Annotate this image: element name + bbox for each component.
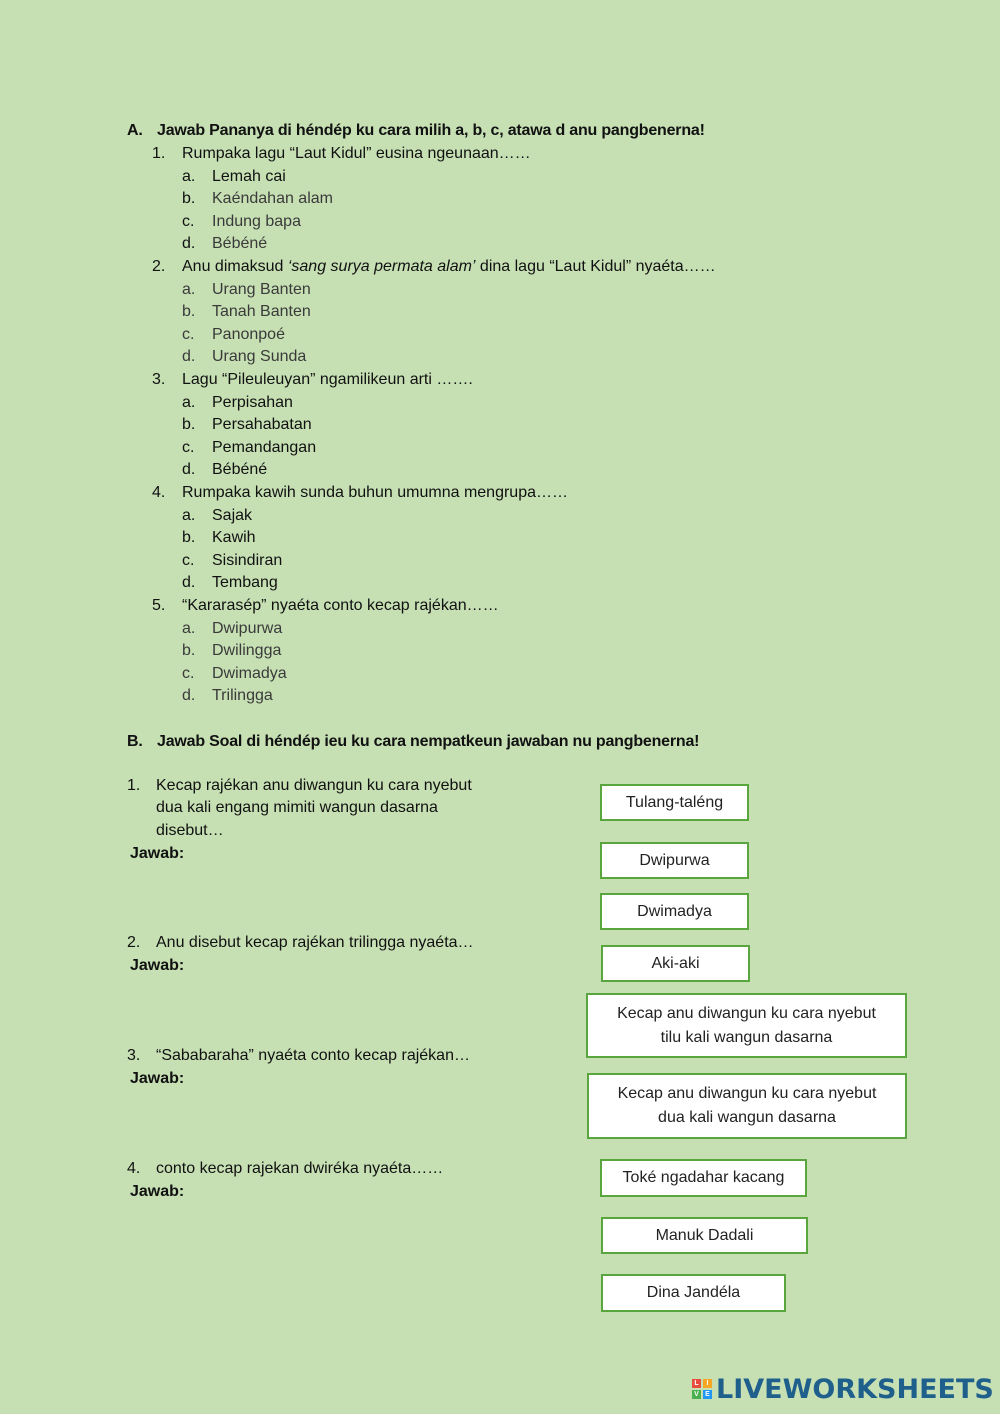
- question-number: 1.: [152, 145, 166, 162]
- question-number: 2.: [127, 934, 141, 951]
- option-letter: c.: [182, 439, 195, 456]
- question-text-line: dua kali engang mimiti wangun dasarna: [156, 799, 438, 816]
- option-text[interactable]: Kaéndahan alam: [212, 190, 333, 207]
- answer-drop-zone[interactable]: [200, 952, 520, 1012]
- answer-card[interactable]: Manuk Dadali: [601, 1217, 808, 1254]
- question-text: Rumpaka lagu “Laut Kidul” eusina ngeunaan……: [182, 145, 531, 162]
- option-text[interactable]: Tanah Banten: [212, 303, 311, 320]
- question-number: 4.: [152, 484, 166, 501]
- option-letter: b.: [182, 416, 196, 433]
- question-text: Anu dimaksud ‘sang surya permata alam’ dina lagu “Laut Kidul” nyaéta……: [182, 258, 716, 275]
- option-letter: a.: [182, 620, 196, 637]
- option-letter: d.: [182, 574, 196, 591]
- option-text[interactable]: Urang Sunda: [212, 348, 307, 365]
- question-text: Rumpaka kawih sunda buhun umumna mengrupa……: [182, 484, 568, 501]
- question-number: 2.: [152, 258, 166, 275]
- logo-cube: I: [703, 1379, 712, 1388]
- answer-card[interactable]: Aki-aki: [601, 945, 750, 982]
- question-text: “Sababaraha” nyaéta conto kecap rajékan…: [156, 1047, 470, 1064]
- option-text[interactable]: Sajak: [212, 507, 253, 524]
- option-letter: d.: [182, 235, 196, 252]
- option-text[interactable]: Dwimadya: [212, 665, 287, 682]
- option-letter: b.: [182, 642, 196, 659]
- question-text: “Kararasép” nyaéta conto kecap rajékan……: [182, 597, 499, 614]
- answer-card[interactable]: Dwipurwa: [600, 842, 749, 879]
- option-letter: a.: [182, 507, 196, 524]
- option-text[interactable]: Sisindiran: [212, 552, 283, 569]
- option-letter: a.: [182, 281, 196, 298]
- option-letter: c.: [182, 213, 195, 230]
- option-text[interactable]: Pemandangan: [212, 439, 317, 456]
- option-letter: a.: [182, 394, 196, 411]
- jawab-label: Jawab:: [130, 957, 185, 974]
- option-letter: d.: [182, 461, 196, 478]
- option-text[interactable]: Urang Banten: [212, 281, 311, 298]
- option-letter: b.: [182, 303, 196, 320]
- jawab-label: Jawab:: [130, 1183, 185, 1200]
- option-text[interactable]: Tembang: [212, 574, 278, 591]
- answer-card[interactable]: Dina Jandéla: [601, 1274, 786, 1312]
- question-number: 3.: [127, 1047, 141, 1064]
- answer-drop-zone[interactable]: [200, 1065, 520, 1125]
- option-text[interactable]: Lemah cai: [212, 168, 286, 185]
- option-text[interactable]: Persahabatan: [212, 416, 312, 433]
- answer-card[interactable]: Kecap anu diwangun ku cara nyebut tilu kali wangun dasarna: [586, 993, 907, 1058]
- option-letter: b.: [182, 190, 196, 207]
- logo-cube: V: [692, 1390, 701, 1399]
- option-letter: a.: [182, 168, 196, 185]
- section-a-marker: A.: [127, 122, 143, 139]
- question-text-line: Kecap rajékan anu diwangun ku cara nyebut: [156, 777, 472, 794]
- logo-cube: E: [703, 1390, 712, 1399]
- option-text[interactable]: Dwilingga: [212, 642, 282, 659]
- answer-card[interactable]: Dwimadya: [600, 893, 749, 930]
- section-b-title: Jawab Soal di héndép ieu ku cara nempatkeun jawaban nu pangbenerna!: [157, 733, 700, 750]
- option-text[interactable]: Dwipurwa: [212, 620, 283, 637]
- answer-drop-zone[interactable]: [200, 840, 520, 900]
- question-number: 3.: [152, 371, 166, 388]
- question-number: 4.: [127, 1160, 141, 1177]
- liveworksheets-logo[interactable]: [692, 1374, 994, 1404]
- question-text-line: disebut…: [156, 822, 224, 839]
- option-text[interactable]: Perpisahan: [212, 394, 293, 411]
- option-text[interactable]: Kawih: [212, 529, 256, 546]
- question-text: Anu disebut kecap rajékan trilingga nyaéta…: [156, 934, 474, 951]
- answer-drop-zone[interactable]: [200, 1178, 520, 1238]
- option-letter: c.: [182, 665, 195, 682]
- logo-cubes-icon: [692, 1379, 712, 1399]
- section-a-title: Jawab Pananya di héndép ku cara milih a, b, c, atawa d anu pangbenerna!: [157, 122, 705, 139]
- jawab-label: Jawab:: [130, 845, 185, 862]
- option-text[interactable]: Indung bapa: [212, 213, 301, 230]
- option-text[interactable]: Bébéné: [212, 461, 268, 478]
- option-text[interactable]: Bébéné: [212, 235, 268, 252]
- answer-card[interactable]: Tulang-taléng: [600, 784, 749, 821]
- option-letter: c.: [182, 552, 195, 569]
- option-letter: d.: [182, 348, 196, 365]
- option-text[interactable]: Panonpoé: [212, 326, 285, 343]
- option-text[interactable]: Trilingga: [212, 687, 273, 704]
- logo-cube: L: [692, 1379, 701, 1388]
- jawab-label: Jawab:: [130, 1070, 185, 1087]
- logo-text: LIVEWORKSHEETS: [716, 1373, 994, 1405]
- option-letter: d.: [182, 687, 196, 704]
- question-text: Lagu “Pileuleuyan” ngamilikeun arti …….: [182, 371, 473, 388]
- question-number: 1.: [127, 777, 141, 794]
- answer-card[interactable]: Toké ngadahar kacang: [600, 1159, 807, 1197]
- question-text: conto kecap rajekan dwiréka nyaéta……: [156, 1160, 444, 1177]
- answer-card[interactable]: Kecap anu diwangun ku cara nyebut dua kali wangun dasarna: [587, 1073, 907, 1139]
- option-letter: c.: [182, 326, 195, 343]
- question-number: 5.: [152, 597, 166, 614]
- section-b-marker: B.: [127, 733, 143, 750]
- option-letter: b.: [182, 529, 196, 546]
